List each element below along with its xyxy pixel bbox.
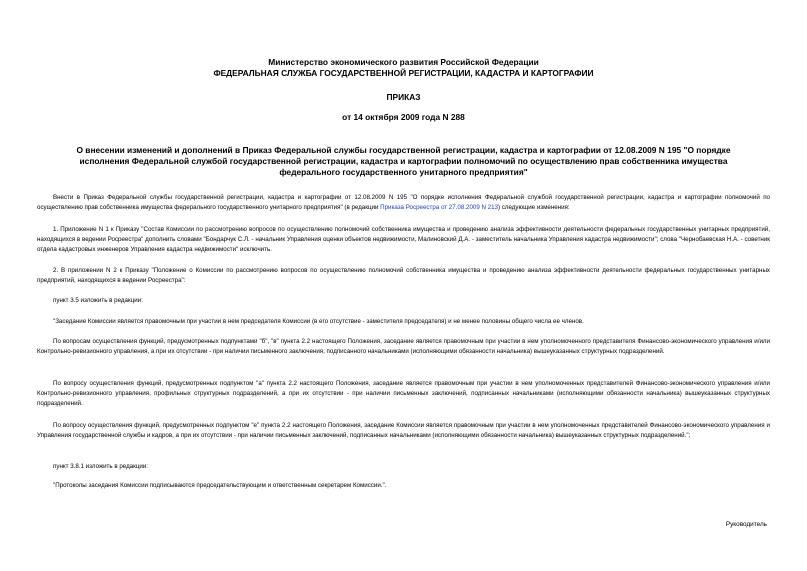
para-e-paragraph: По вопросу осуществления функций, предусмотренных подпунктом "е" пункта 2.2 настоящего Положения, заседание Комиссии является правомочным при участии в нем уполномоченных представителей Финансово-экономического управления и Управления государственной службы и кадров, а при их отсутствии - при наличии письменных заключений, подписанных начальниками (исполняющими обязанности начальника) вышеуказанных структурных подразделений."; [37, 422, 770, 439]
intro-text-start: Внести в Приказ Федеральной службы государственной регистрации, кадастра и картографии от 12.08.2009 N 195 "О порядке исполнения Федеральной службой государственной регистрации, кадастра и картографии полномочий по осуществлению прав собственника имущества федерального государственного унитарного предприятия" (в редакции [37, 194, 770, 211]
signer-title: Руководитель [725, 521, 767, 528]
ministry-name: Министерство экономического развития Российской Федерации [268, 57, 539, 67]
item-1-paragraph: 1. Приложение N 1 к Приказу "Состав Комиссии по рассмотрению вопросов по осуществлению полномочий собственника имущества и проведению анализа эффективности деятельности федеральных государственных унитарных предприятий, находящихся в ведении Росреестра" дополнить словами "Бондарчук С.Л. - начальник Управления оценки объектов недвижимости, Малиновский Д.А. - заместитель начальника Управления кадастра недвижимости"; слова "Чернобаевская Н.А. - советник отдела кадастровых инженеров Управления кадастра недвижимости" исключить. [37, 226, 770, 253]
para-a-paragraph: По вопросу осуществления функций, предусмотренных подпунктом "а" пункта 2.2 настоящего Положения, заседание является правомочным при участии в нем уполномоченных представителей Финансово-экономического управления и/или Контрольно-ревизионного управления, профильных структурных подразделений, а при их отсутствии - при наличии письменных заключений, подписанных начальниками (исполняющими обязанности начальника) вышеуказанных структурных подразделений. [37, 380, 770, 407]
document-title: О внесении изменений и дополнений в Приказ Федеральной службы государственной регистрации, кадастра и картографии от 12.08.2009 N 195 "О порядке исполнения Федеральной службой государственной регистрации, кадастра и картографии полномочий по осуществлению прав собственника имущества федерального государственного унитарного предприятия" [76, 145, 731, 177]
quote-1-paragraph: "Заседание Комиссии является правомочным при участии в нем председателя Комиссии (в его отсутствие - заместителя председателя) и не менее половины общего числа ее членов. [53, 318, 584, 325]
service-name: ФЕДЕРАЛЬНАЯ СЛУЖБА ГОСУДАРСТВЕННОЙ РЕГИСТРАЦИИ, КАДАСТРА И КАРТОГРАФИИ [213, 68, 594, 78]
document-type: ПРИКАЗ [386, 92, 421, 102]
clause-3-8-1-paragraph: пункт 3.8.1 изложить в редакции: [53, 463, 149, 470]
intro-text-end: ) следующие изменения: [498, 203, 570, 211]
intro-paragraph [37, 193, 770, 213]
quote-2-paragraph: "Протоколы заседания Комиссии подписываются председательствующим и ответственным секретарем Комиссии.". [53, 482, 387, 489]
document-date-number: от 14 октября 2009 года N 288 [342, 112, 465, 122]
amendment-order-link[interactable]: Приказа Росреестра от 27.08.2009 N 213 [380, 203, 498, 211]
para-b-v-paragraph: По вопросам осуществления функций, предусмотренных подпунктами "б", "в" пункта 2.2 настоящего Положения, заседание является правомочным при участии в нем уполномоченного представителя Финансово-экономического управления и/или Контрольно-ревизионного управления, а при их отсутствии - при наличии письменного заключения, подписанного начальниками (исполняющими обязанности начальника) вышеуказанных структурных подразделений. [37, 338, 770, 355]
clause-3-5-paragraph: пункт 3.5 изложить в редакции: [53, 297, 143, 304]
item-2-paragraph: 2. В приложении N 2 к Приказу "Положение о Комиссии по рассмотрению вопросов по осуществлению полномочий собственника имущества и проведению анализа эффективности деятельности федеральных государственных унитарных предприятий, находящихся в ведении Росреестра": [37, 267, 770, 284]
